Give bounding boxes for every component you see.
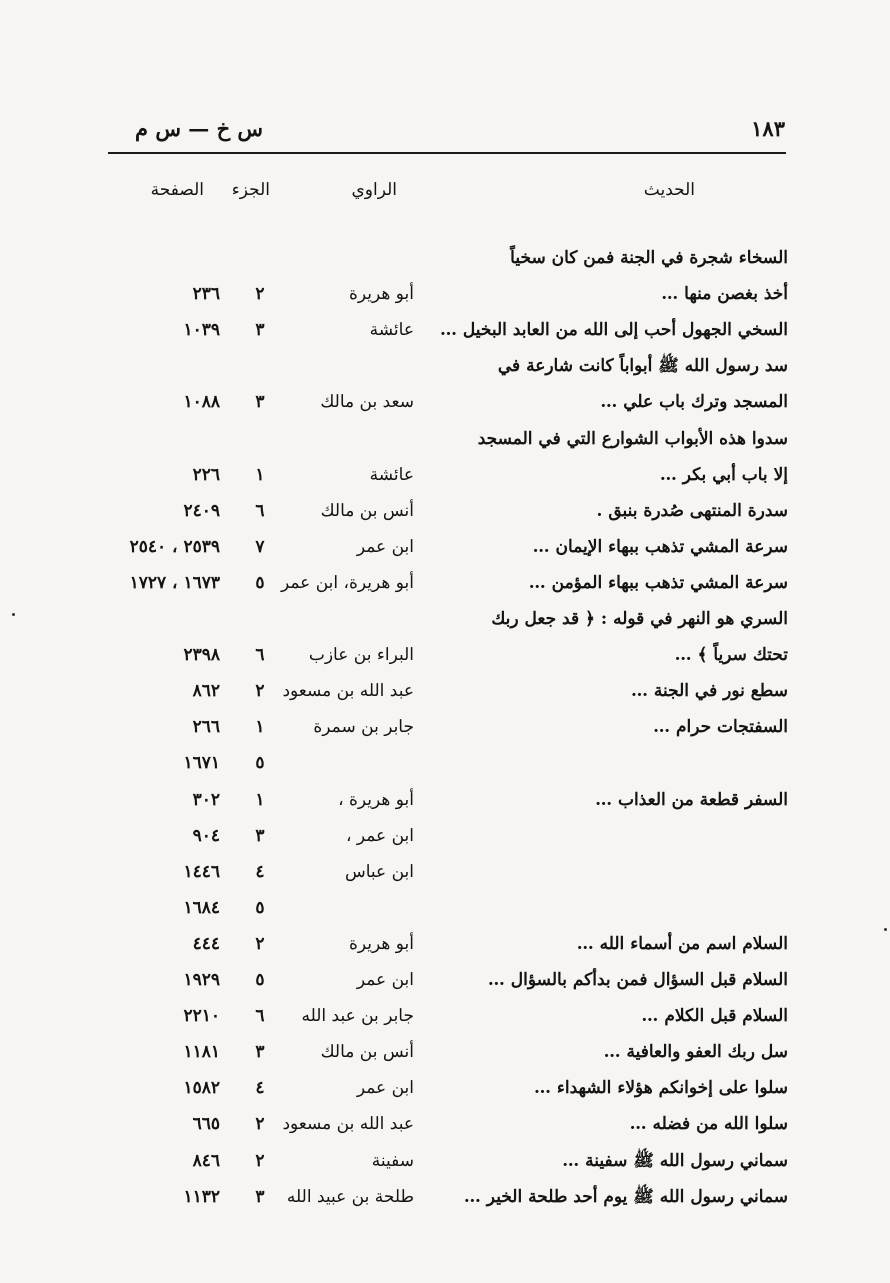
- table-row: [0, 607, 890, 643]
- page-number-ref: ١٠٣٩: [183, 320, 220, 340]
- page-number-ref: ٤٤٤: [192, 934, 220, 954]
- hadith-text: سرعة المشي تذهب ببهاء المؤمن …: [528, 573, 788, 593]
- rawi-name: سعد بن مالك: [320, 392, 414, 412]
- rawi-name: أبو هريرة، ابن عمر: [280, 573, 414, 593]
- hadith-text: سماني رسول الله ﷺ سفينة …: [562, 1151, 788, 1171]
- table-row: [0, 427, 890, 463]
- column-header-juz: الجزء: [231, 180, 270, 200]
- hadith-text: سل ربك العفو والعافية …: [603, 1042, 788, 1062]
- rawi-name: البراء بن عازب: [308, 645, 414, 665]
- header-rule: [108, 152, 786, 154]
- page-number-ref: ٢٤٠٩: [183, 501, 220, 521]
- table-row: [0, 824, 890, 860]
- table-row: [0, 679, 890, 715]
- page-number-ref: ١١٣٢: [183, 1187, 220, 1207]
- juz-number: ٣: [255, 826, 265, 846]
- juz-number: ٥: [255, 970, 265, 990]
- juz-number: ١: [255, 790, 265, 810]
- juz-number: ٢: [255, 681, 265, 701]
- table-row: [0, 751, 890, 787]
- table-row: [0, 318, 890, 354]
- page-number-ref: ٦٦٥: [192, 1114, 220, 1134]
- hadith-text: سماني رسول الله ﷺ يوم أحد طلحة الخير …: [463, 1187, 788, 1207]
- juz-number: ١: [255, 717, 265, 737]
- hadith-text: سلوا على إخوانكم هؤلاء الشهداء …: [533, 1078, 788, 1098]
- juz-number: ٥: [255, 753, 265, 773]
- hadith-text: السلام اسم من أسماء الله …: [576, 934, 788, 954]
- hadith-text: أخذ بغصن منها …: [661, 284, 788, 304]
- juz-number: ٤: [255, 862, 265, 882]
- juz-number: ٢: [255, 284, 265, 304]
- hadith-text: السخي الجهول أحب إلى الله من العابد البخيل …: [439, 320, 788, 340]
- table-row: [0, 1004, 890, 1040]
- juz-number: ٦: [255, 645, 265, 665]
- rawi-name: أبو هريرة: [348, 934, 414, 954]
- table-row: [0, 354, 890, 390]
- page-number-ref: ١٦٧١: [183, 753, 220, 773]
- table-row: [0, 1040, 890, 1076]
- page-number-ref: ٨٤٦: [192, 1151, 220, 1171]
- rawi-name: عائشة: [369, 465, 414, 485]
- page-number-ref: ٢٢٦: [192, 465, 220, 485]
- hadith-text: السلام قبل السؤال فمن بدأكم بالسؤال …: [487, 970, 788, 990]
- table-row: [0, 788, 890, 824]
- hadith-text: السخاء شجرة في الجنة فمن كان سخياً: [510, 248, 788, 268]
- page-number-ref: ١٥٨٢: [183, 1078, 220, 1098]
- table-row: [0, 968, 890, 1004]
- column-header-hadith: الحديث: [643, 180, 695, 200]
- juz-number: ٢: [255, 1151, 265, 1171]
- table-row: [0, 715, 890, 751]
- hadith-text: سطع نور في الجنة …: [630, 681, 788, 701]
- juz-number: ٢: [255, 1114, 265, 1134]
- page-number-ref: ٩٠٤: [192, 826, 220, 846]
- hadith-text: السفتجات حرام …: [653, 717, 788, 737]
- margin-dot: [12, 613, 15, 616]
- rawi-name: جابر بن سمرة: [313, 717, 414, 737]
- juz-number: ٥: [255, 898, 265, 918]
- table-row: [0, 499, 890, 535]
- rawi-name: عائشة: [369, 320, 414, 340]
- hadith-text: سرعة المشي تذهب ببهاء الإيمان …: [532, 537, 788, 557]
- rawi-name: ابن عمر: [356, 1078, 414, 1098]
- table-row: [0, 1076, 890, 1112]
- table-row: [0, 860, 890, 896]
- rawi-name: ابن عمر: [356, 537, 414, 557]
- table-row: [0, 535, 890, 571]
- hadith-text: سدوا هذه الأبواب الشوارع التي في المسجد: [477, 429, 788, 449]
- hadith-text: سدرة المنتهى صُدرة بنبق .: [596, 501, 788, 521]
- juz-number: ٦: [255, 501, 265, 521]
- juz-number: ٥: [255, 573, 265, 593]
- hadith-text: تحتك سرياً ﴾ …: [674, 645, 788, 665]
- juz-number: ٧: [255, 537, 265, 557]
- table-row: [0, 1185, 890, 1221]
- juz-number: ٣: [255, 1042, 265, 1062]
- rawi-name: أنس بن مالك: [320, 1042, 414, 1062]
- hadith-text: المسجد وترك باب علي …: [600, 392, 788, 412]
- running-head-range: س خ — س م: [135, 116, 264, 141]
- hadith-text: إلا باب أبي بكر …: [659, 465, 788, 485]
- table-row: [0, 246, 890, 282]
- table-row: [0, 463, 890, 499]
- column-header-page: الصفحة: [150, 180, 204, 200]
- column-header-rawi: الراوي: [351, 180, 397, 200]
- hadith-text: سلوا الله من فضله …: [629, 1114, 788, 1134]
- juz-number: ٤: [255, 1078, 265, 1098]
- page-number-ref: ٢٣٩٨: [183, 645, 220, 665]
- page-number: ١٨٣: [751, 116, 785, 141]
- page-number-ref: ٣٠٢: [192, 790, 220, 810]
- hadith-text: السري هو النهر في قوله : ﴿ قد جعل ربك: [491, 609, 788, 629]
- page-number-ref: ١٠٨٨: [183, 392, 220, 412]
- juz-number: ٢: [255, 934, 265, 954]
- rawi-name: ابن عمر: [356, 970, 414, 990]
- rawi-name: سفينة: [371, 1151, 414, 1171]
- margin-dot: [884, 928, 887, 931]
- page-number-ref: ١٩٢٩: [183, 970, 220, 990]
- page-number-ref: ١٦٨٤: [183, 898, 220, 918]
- table-row: [0, 390, 890, 426]
- rawi-name: طلحة بن عبيد الله: [286, 1187, 414, 1207]
- table-row: [0, 282, 890, 318]
- page-number-ref: ١٤٤٦: [183, 862, 220, 882]
- juz-number: ١: [255, 465, 265, 485]
- rawi-name: عبد الله بن مسعود: [282, 681, 414, 701]
- rawi-name: ابن عباس: [344, 862, 414, 882]
- table-row: [0, 571, 890, 607]
- rawi-name: ابن عمر ،: [345, 826, 414, 846]
- table-row: [0, 1112, 890, 1148]
- page-number-ref: ٨٦٢: [192, 681, 220, 701]
- hadith-text: السلام قبل الكلام …: [641, 1006, 788, 1026]
- page-number-ref: ١١٨١: [183, 1042, 220, 1062]
- juz-number: ٣: [255, 1187, 265, 1207]
- page-number-ref: ٢٥٣٩ ، ٢٥٤٠: [129, 537, 220, 557]
- juz-number: ٦: [255, 1006, 265, 1026]
- rawi-name: أبو هريرة: [348, 284, 414, 304]
- rawi-name: جابر بن عبد الله: [301, 1006, 414, 1026]
- table-row: [0, 1149, 890, 1185]
- hadith-text: سد رسول الله ﷺ أبواباً كانت شارعة في: [497, 356, 788, 376]
- table-row: [0, 643, 890, 679]
- rawi-name: عبد الله بن مسعود: [282, 1114, 414, 1134]
- table-row: [0, 932, 890, 968]
- juz-number: ٣: [255, 392, 265, 412]
- juz-number: ٣: [255, 320, 265, 340]
- rawi-name: أنس بن مالك: [320, 501, 414, 521]
- page-number-ref: ٢٣٦: [192, 284, 220, 304]
- table-row: [0, 896, 890, 932]
- page-number-ref: ٢٢١٠: [183, 1006, 220, 1026]
- page-number-ref: ١٦٧٣ ، ١٧٢٧: [129, 573, 220, 593]
- hadith-text: السفر قطعة من العذاب …: [595, 790, 788, 810]
- rawi-name: أبو هريرة ،: [338, 790, 414, 810]
- page-number-ref: ٢٦٦: [192, 717, 220, 737]
